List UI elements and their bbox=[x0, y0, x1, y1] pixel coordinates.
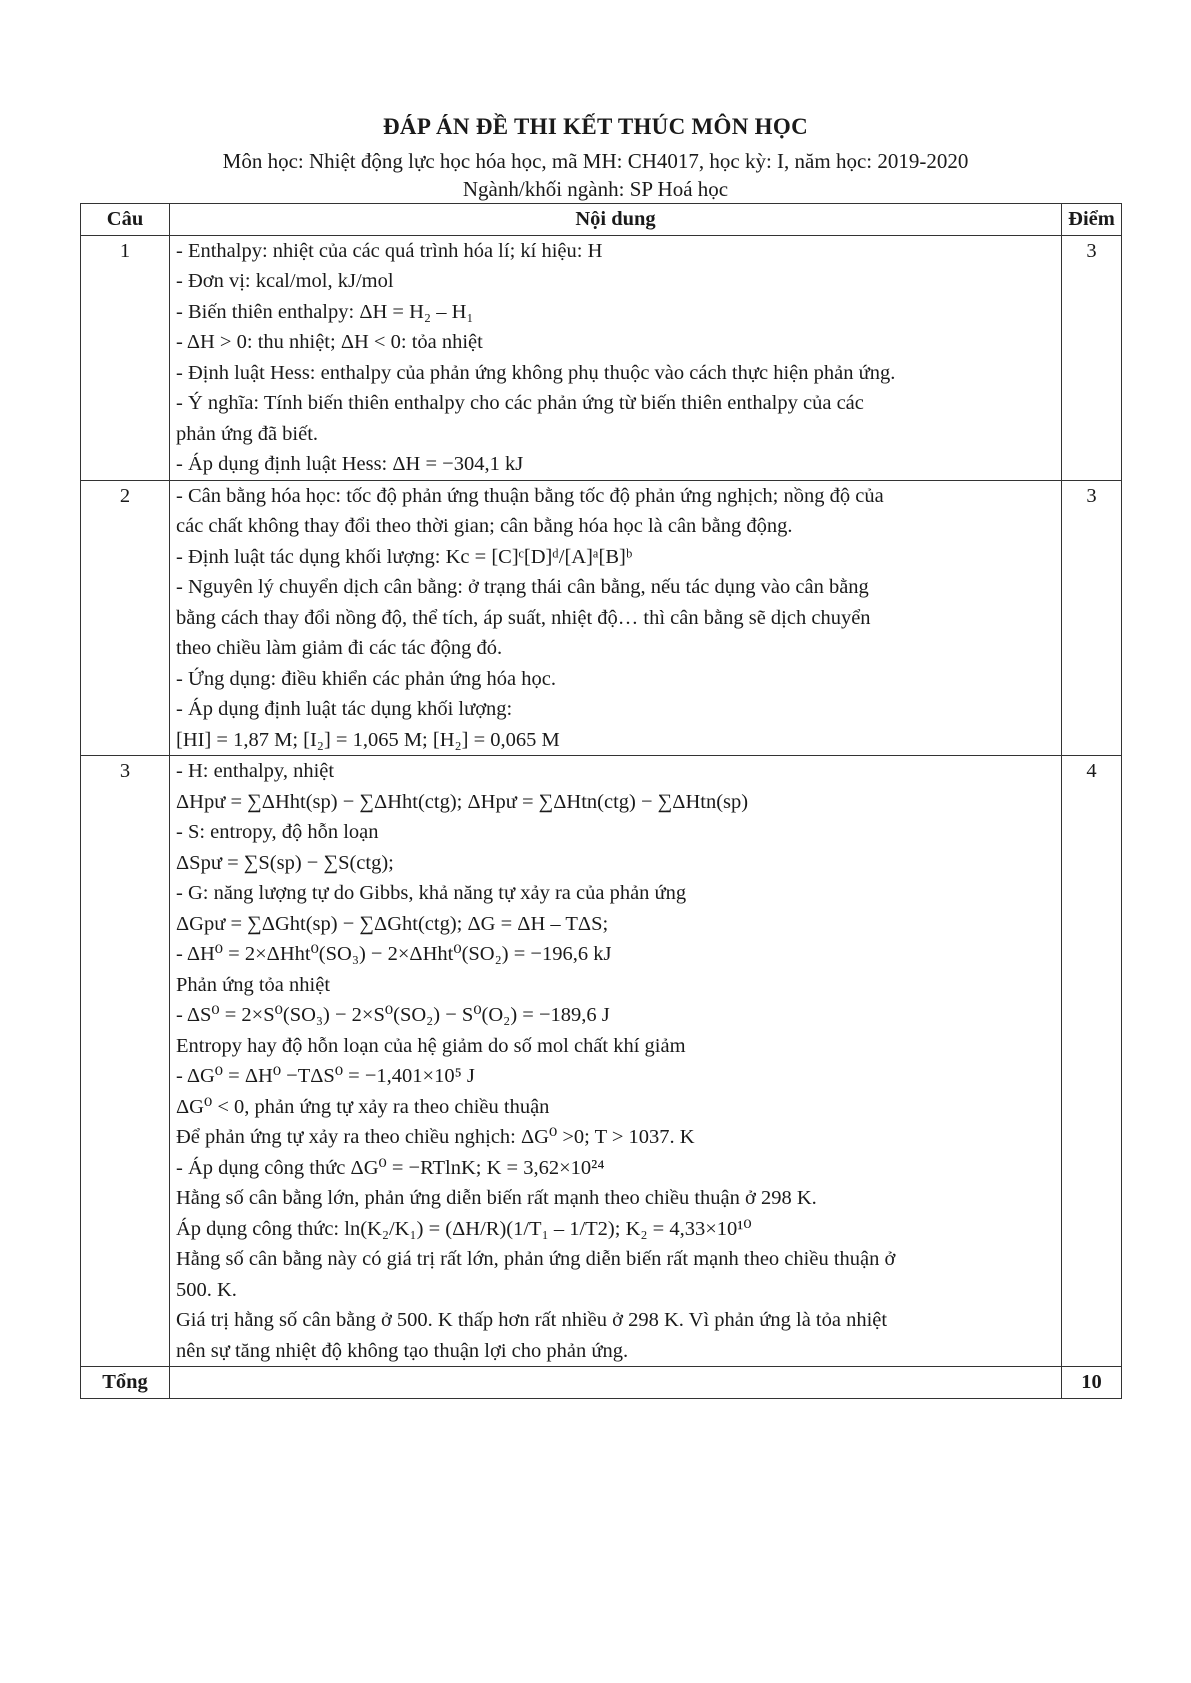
content-line: các chất không thay đổi theo thời gian; cân bằng hóa học là cân bằng động. bbox=[176, 515, 793, 537]
content-line: - Áp dụng công thức ΔG⁰ = −RTlnK; K = 3,62×10²⁴ bbox=[176, 1156, 605, 1179]
table-row bbox=[81, 480, 1122, 756]
content-line: ΔHpư = ∑ΔHht(sp) − ∑ΔHht(ctg); ΔHpư = ∑ΔHtn(ctg) − ∑ΔHtn(sp) bbox=[176, 790, 749, 813]
content-line: - H: enthalpy, nhiệt bbox=[176, 760, 335, 782]
content-line: - Áp dụng định luật tác dụng khối lượng: bbox=[176, 698, 513, 720]
course-info: Môn học: Nhiệt động lực học hóa học, mã MH: CH4017, học kỳ: I, năm học: 2019-2020 bbox=[222, 149, 969, 173]
total-score: 10 bbox=[1062, 1367, 1122, 1399]
content-line: Hằng số cân bằng lớn, phản ứng diễn biến rất mạnh theo chiều thuận ở 298 K. bbox=[176, 1187, 817, 1209]
content-line: - Áp dụng định luật Hess: ΔH = −304,1 kJ bbox=[176, 453, 524, 475]
content-line: ΔG⁰ < 0, phản ứng tự xảy ra theo chiều thuận bbox=[176, 1095, 550, 1118]
content-line: - G: năng lượng tự do Gibbs, khả năng tự xảy ra của phản ứng bbox=[176, 882, 687, 904]
content-line: Để phản ứng tự xảy ra theo chiều nghịch: ΔG⁰ >0; T > 1037. K bbox=[176, 1126, 695, 1148]
content-line: - Định luật Hess: enthalpy của phản ứng không phụ thuộc vào cách thực hiện phản ứng. bbox=[176, 361, 896, 384]
answer-content bbox=[170, 480, 1062, 756]
table-row bbox=[81, 756, 1122, 1367]
content-line: - Enthalpy: nhiệt của các quá trình hóa lí; kí hiệu: H bbox=[176, 239, 603, 262]
header-score: Điểm bbox=[1062, 204, 1122, 236]
total-row bbox=[81, 1367, 1122, 1399]
content-line: bằng cách thay đổi nồng độ, thể tích, áp suất, nhiệt độ… thì cân bằng sẽ dịch chuyển bbox=[176, 606, 871, 629]
content-line: phản ứng đã biết. bbox=[176, 422, 319, 445]
answer-table bbox=[80, 203, 1122, 1399]
content-line: - ΔG⁰ = ΔH⁰ −TΔS⁰ = −1,401×10⁵ J bbox=[176, 1065, 475, 1087]
content-line: ΔGpư = ∑ΔGht(sp) − ∑ΔGht(ctg); ΔG = ΔH – TΔS; bbox=[176, 912, 609, 935]
content-line: Giá trị hằng số cân bằng ở 500. K thấp hơn rất nhiều ở 298 K. Vì phản ứng là tỏa nhiệt bbox=[176, 1309, 888, 1331]
page-title: ĐÁP ÁN ĐỀ THI KẾT THÚC MÔN HỌC bbox=[383, 114, 808, 139]
total-empty-cell bbox=[170, 1367, 1062, 1399]
content-line: nên sự tăng nhiệt độ không tạo thuận lợi cho phản ứng. bbox=[176, 1339, 629, 1362]
content-line: - ΔH⁰ = 2×ΔHht⁰(SO₃) − 2×ΔHht⁰(SO₂) = −196,6 kJ bbox=[176, 943, 612, 965]
content-line: Phản ứng tỏa nhiệt bbox=[176, 973, 331, 996]
content-line: - ΔS⁰ = 2×S⁰(SO₃) − 2×S⁰(SO₂) − S⁰(O₂) = −189,6 J bbox=[176, 1004, 610, 1026]
total-label: Tổng bbox=[81, 1367, 170, 1399]
header-content: Nội dung bbox=[170, 204, 1062, 236]
content-line: - Nguyên lý chuyển dịch cân bằng: ở trạng thái cân bằng, nếu tác dụng vào cân bằng bbox=[176, 576, 869, 598]
content-line: Áp dụng công thức: ln(K₂/K₁) = (ΔH/R)(1/T₁ – 1/T2); K₂ = 4,33×10¹⁰ bbox=[176, 1217, 752, 1240]
question-number: 1 bbox=[81, 235, 170, 480]
header-question: Câu bbox=[81, 204, 170, 236]
major-info: Ngành/khối ngành: SP Hoá học bbox=[462, 177, 729, 201]
content-line: - ΔH > 0: thu nhiệt; ΔH < 0: tỏa nhiệt bbox=[176, 331, 483, 353]
content-line: - Định luật tác dụng khối lượng: Kc = [C]ᶜ[D]ᵈ/[A]ᵃ[B]ᵇ bbox=[176, 545, 633, 568]
content-line: ΔSpư = ∑S(sp) − ∑S(ctg); bbox=[176, 851, 394, 874]
content-line: Hằng số cân bằng này có giá trị rất lớn, phản ứng diễn biến rất mạnh theo chiều thuận ở bbox=[176, 1248, 896, 1270]
content-line: - S: entropy, độ hỗn loạn bbox=[176, 821, 379, 843]
answer-content bbox=[170, 235, 1062, 480]
content-line: [HI] = 1,87 M; [I₂] = 1,065 M; [H₂] = 0,065 M bbox=[176, 728, 560, 751]
question-score: 3 bbox=[1062, 480, 1122, 756]
question-number: 3 bbox=[81, 756, 170, 1367]
answer-content bbox=[170, 756, 1062, 1367]
content-line: - Biến thiên enthalpy: ΔH = H₂ – H₁ bbox=[176, 300, 474, 323]
content-line: theo chiều làm giảm đi các tác động đó. bbox=[176, 637, 503, 659]
table-header-row bbox=[81, 204, 1122, 236]
content-line: - Cân bằng hóa học: tốc độ phản ứng thuận bằng tốc độ phản ứng nghịch; nồng độ của bbox=[176, 484, 884, 507]
content-line: - Ý nghĩa: Tính biến thiên enthalpy cho các phản ứng từ biến thiên enthalpy của các bbox=[176, 392, 864, 414]
content-line: - Ứng dụng: điều khiển các phản ứng hóa học. bbox=[176, 667, 556, 690]
question-number: 2 bbox=[81, 480, 170, 756]
question-score: 3 bbox=[1062, 235, 1122, 480]
table-row bbox=[81, 235, 1122, 480]
content-line: - Đơn vị: kcal/mol, kJ/mol bbox=[176, 270, 394, 292]
question-score: 4 bbox=[1062, 756, 1122, 1367]
content-line: 500. K. bbox=[176, 1278, 237, 1301]
content-line: Entropy hay độ hỗn loạn của hệ giảm do số mol chất khí giảm bbox=[176, 1034, 686, 1057]
